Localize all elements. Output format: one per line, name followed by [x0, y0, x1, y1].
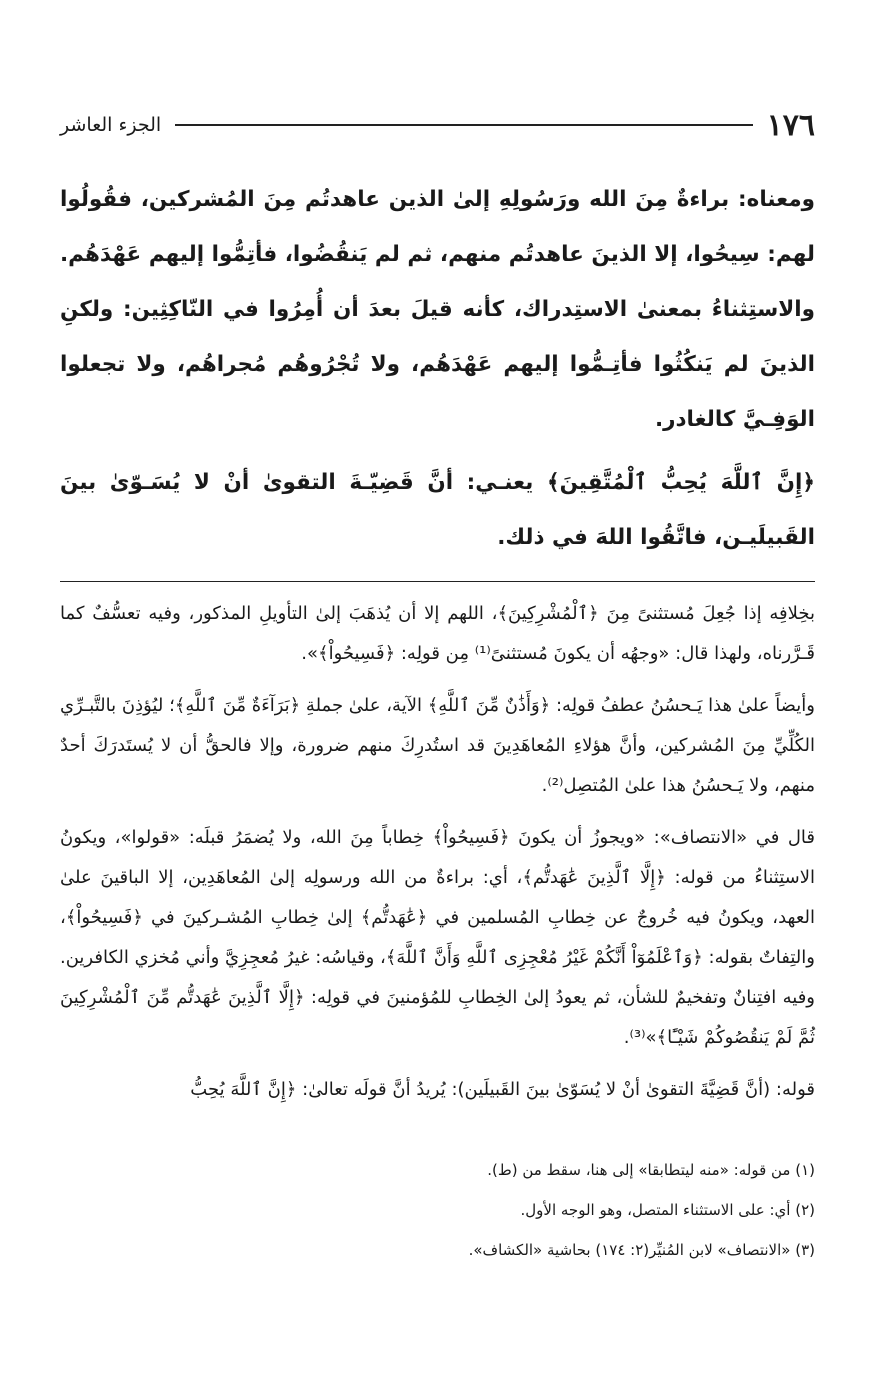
footnote: (٢) أي: على الاستثناء المتصل، وهو الوجه الأول.: [520, 1201, 815, 1219]
commentary-paragraph: قوله: (أنَّ قَضِيَّةَ التقوىٰ أنْ لا يُسَوّىٰ بينَ القَبيلَين): يُريدُ أنَّ قولَه تعالىٰ: ﴿إِنَّ ٱللَّهَ يُحِبُّ: [190, 1079, 815, 1100]
page-number: ١٧٦: [766, 107, 815, 143]
footnote: (٣) «الانتصاف» لابن المُنيِّر(٢: ١٧٤) بحاشية «الكشاف».: [468, 1241, 815, 1259]
commentary-paragraph: قال في «الانتصاف»: «ويجوزُ أن يكونَ ﴿فَسِيحُواْ﴾ خِطاباً مِنَ الله، ولا يُضمَرُ قبلَه: «قولوا»، ويكونُ الاستِثناءُ من قوله: ﴿إِلَّا ٱلَّذِينَ عَٰهَدتُّم﴾، أي: براءةٌ من الله ورسولِه إلىٰ المُعاهَدِين، إلا الباقينَ علىٰ العهد، ويكونُ فيه خُروجٌ عن خِطابِ المُسلمين في ﴿عَٰهَدتُّم﴾ إلىٰ خِطابِ المُشـركينَ في ﴿فَسِيحُواْ﴾، والتِفاتٌ بقوله: ﴿وَٱعْلَمُوٓاْ أَنَّكُمْ غَيْرُ مُعْجِزِى ٱللَّهِ وَأَنَّ ٱللَّهَ﴾، وقياسُه: غيرُ مُعجِزِيَّ وأني مُخزي الكافرين. وفيه افتِنانٌ وتفخيمٌ للشأن، ثم يعودُ إلىٰ الخِطابِ للمُؤمنينَ في قولِه: ﴿إِلَّا ٱلَّذِينَ عَٰهَدتُّم مِّنَ ٱلْمُشْرِكِينَ ثُمَّ لَمْ يَنقُصُوكُمْ شَيْـًٔا﴾»⁽³⁾.: [60, 827, 815, 1048]
part-title: الجزء العاشر: [60, 114, 162, 136]
commentary-paragraph: وأيضاً علىٰ هذا يَـحسُنُ عطفُ قولِه: ﴿وَأَذَٰنٌ مِّنَ ٱللَّهِ﴾ الآية، علىٰ جملةِ ﴿بَرَآءَةٌ مِّنَ ٱللَّهِ﴾؛ ليُؤذِنَ بالتَّبـرِّي الكُلِّيِّ مِنَ المُشركين، وأنَّ هؤلاءِ المُعاهَدِينَ قد استُدرِكَ منهم ضرورة، وإلا فالحقُّ أن لا يُستَدرَكَ أحدٌ منهم، ولا يَـحسُنُ هذا علىٰ المُتصِل⁽²⁾.: [60, 695, 815, 796]
text-commentary-divider: [60, 581, 815, 582]
page-body: [60, 100, 815, 1110]
main-paragraph: ﴿إِنَّ ٱللَّهَ يُحِبُّ ٱلْمُتَّقِينَ﴾ يعنـي: أنَّ قَضِيّـةَ التقوىٰ أنْ لا يُسَـوّىٰ بينَ القَبيلَيـن، فاتَّقُوا اللهَ في ذلك.: [60, 470, 815, 550]
footnotes: [60, 1150, 815, 1270]
header-rule: [175, 124, 752, 126]
main-paragraph: ومعناه: براءةٌ مِنَ الله ورَسُولِهِ إلىٰ الذين عاهدتُم مِنَ المُشركين، فقُولُوا لهم: سِيحُوا، إلا الذينَ عاهدتُم منهم، ثم لم يَنقُضُوا، فأتِمُّوا إليهم عَهْدَهُم. والاستِثناءُ بمعنىٰ الاستِدراك، كأنه قيلَ بعدَ أن أُمِرُوا في النّاكِثِين: ولكنِ الذينَ لم يَنكُثُوا فأتِـمُّوا إليهم عَهْدَهُم، ولا تُجْرُوهُم مُجراهُم، ولا تجعلوا الوَفِـيَّ كالغادر.: [60, 187, 815, 432]
commentary: [60, 594, 815, 1110]
commentary-paragraph: بخِلافِه إذا جُعِلَ مُستثنىً مِنَ ﴿ٱلْمُشْرِكِينَ﴾، اللهم إلا أن يُذهَبَ إلىٰ التأويلِ المذكور، وفيه تعسُّفٌ كما قَـرَّرناه، ولهذا قال: «وجهُه أن يكونَ مُستثنىً⁽¹⁾ مِن قولِه: ﴿فَسِيحُواْ﴾».: [60, 603, 815, 664]
page-header: [60, 100, 815, 150]
main-text: [60, 172, 815, 565]
footnote: (١) من قوله: «منه ليتطابقا» إلى هنا، سقط من (ط).: [487, 1161, 815, 1179]
